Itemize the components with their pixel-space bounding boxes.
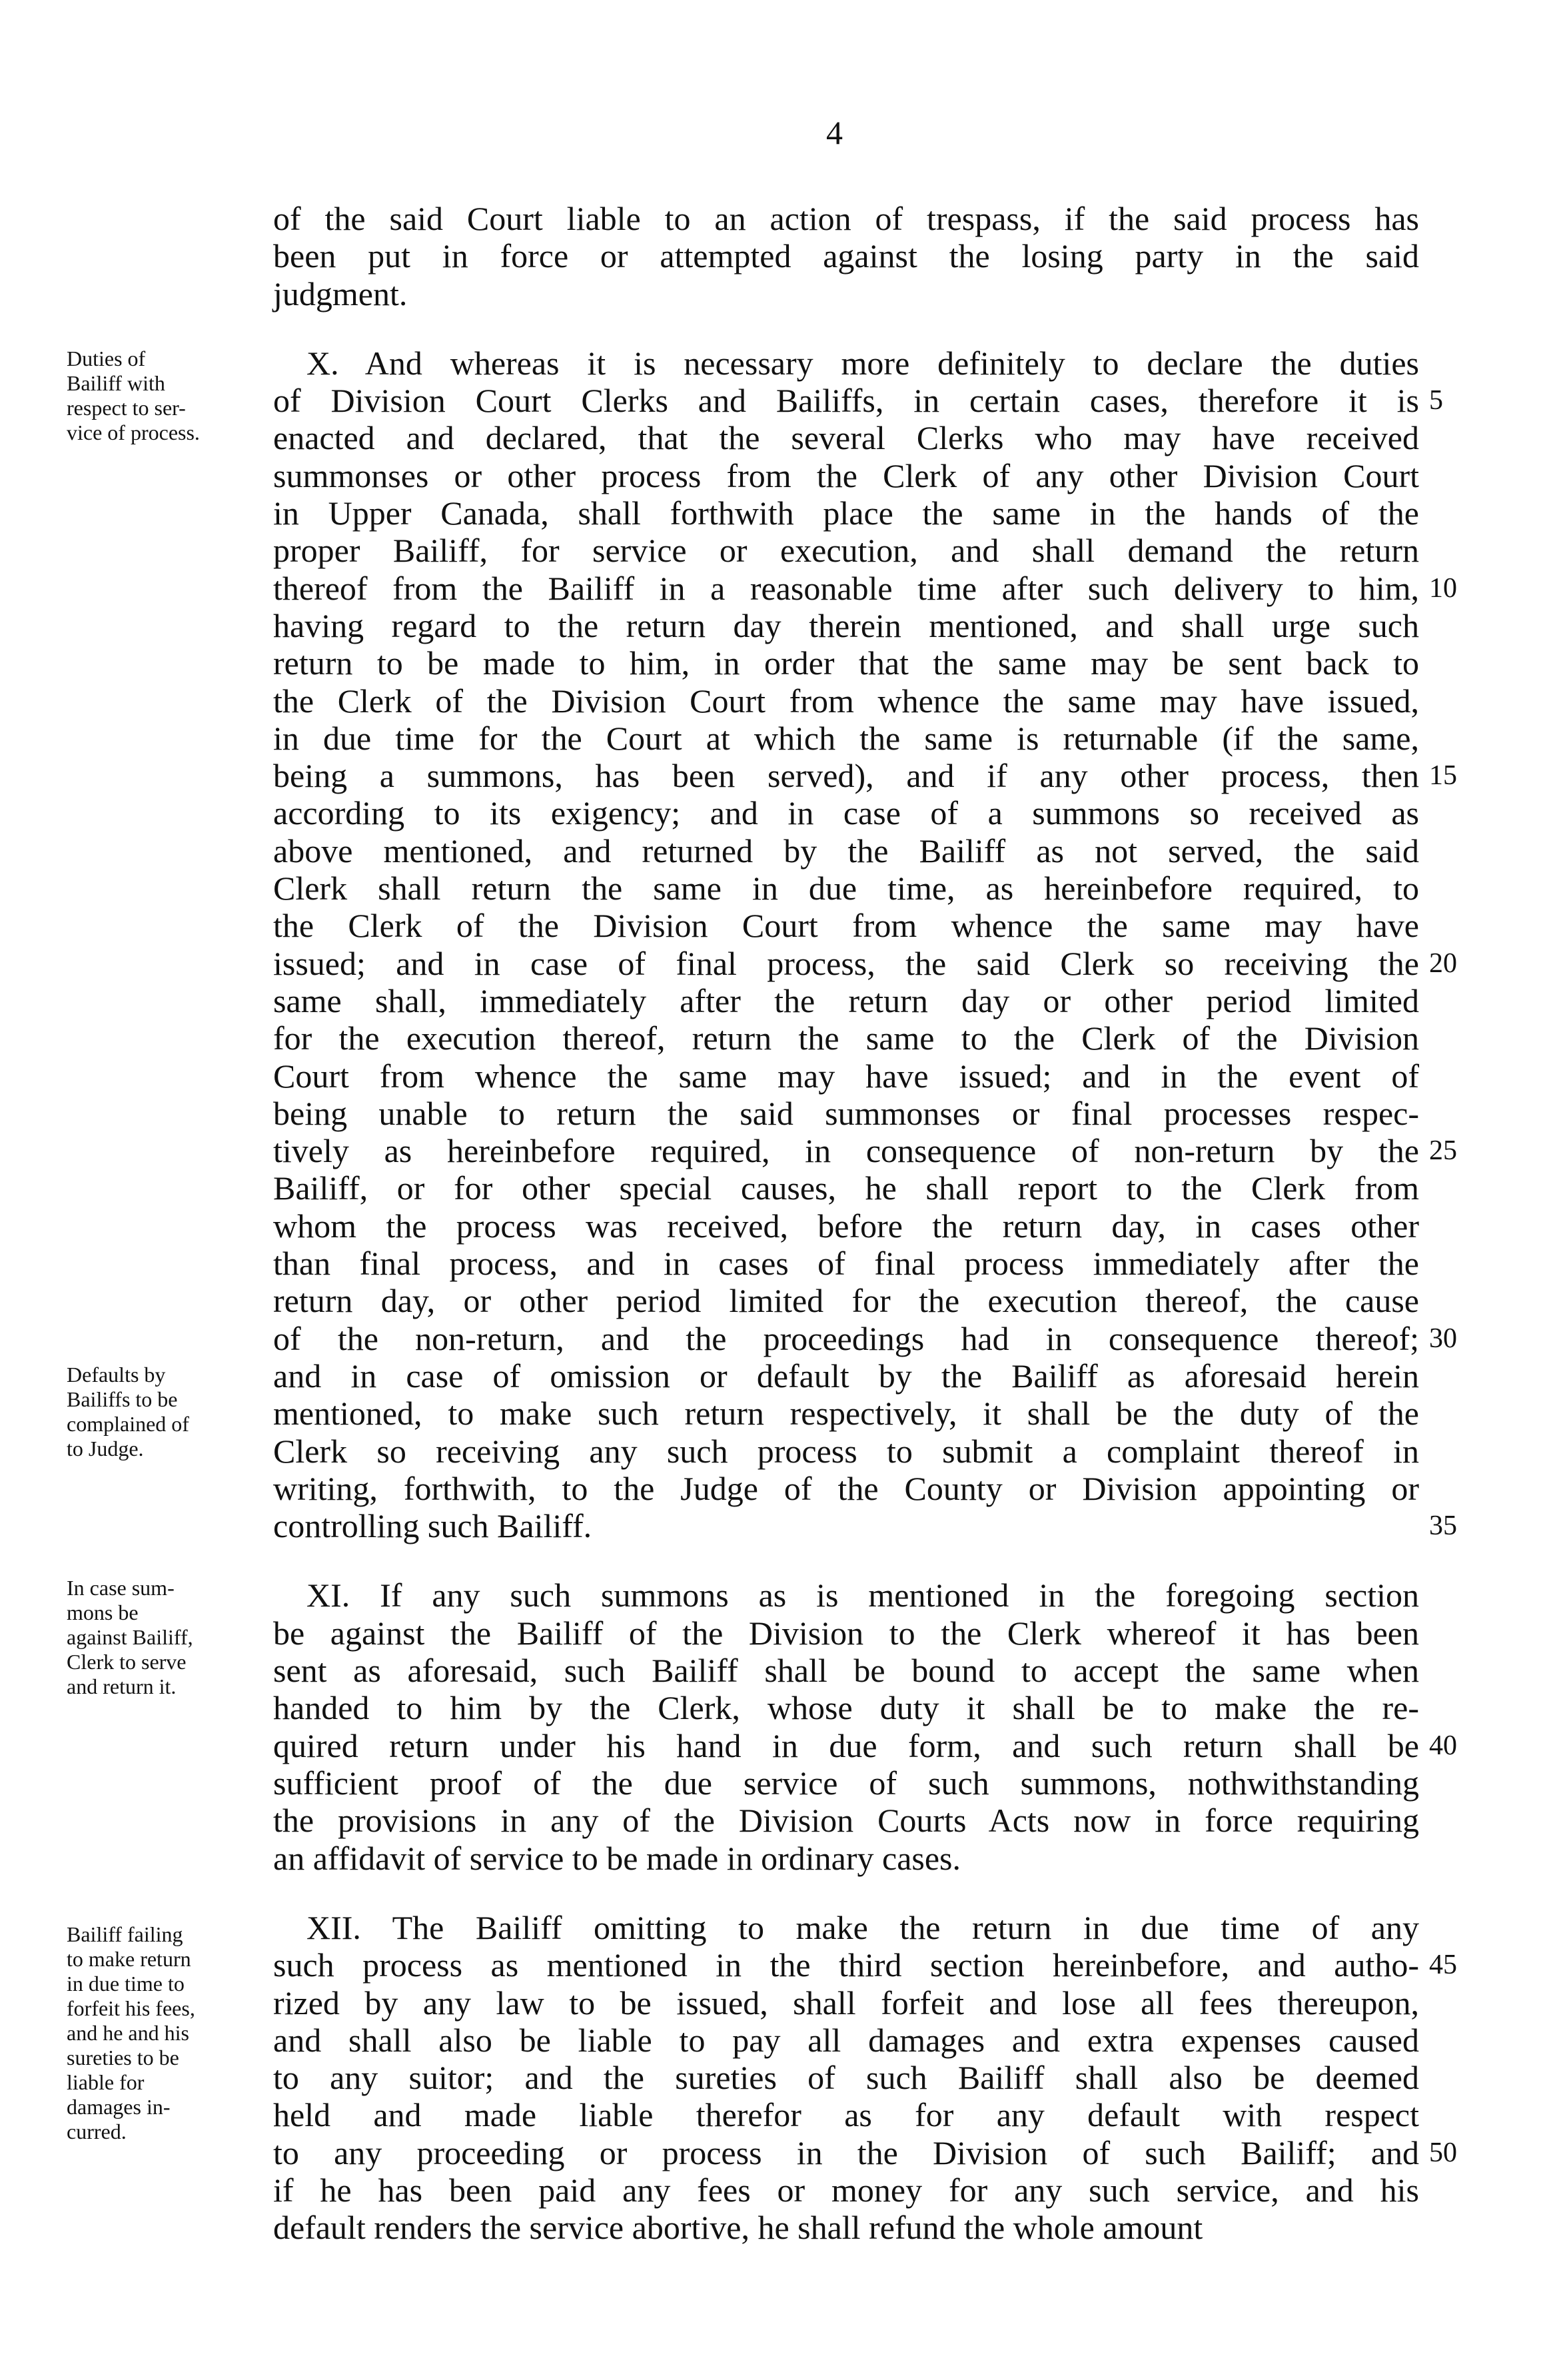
margin-note-line: to make return — [67, 1947, 191, 1971]
text-line: Clerk so receiving any such process to submit a complaint thereof in — [273, 1433, 1419, 1470]
text-line: sufficient proof of the due service of such summons, nothwithstanding — [273, 1764, 1419, 1802]
text-line: and shall also be liable to pay all damages and extra expenses caused — [273, 2022, 1419, 2059]
text-line: controlling such Bailiff. — [273, 1507, 592, 1544]
text-line: Clerk shall return the same in due time, as hereinbefore required, to — [273, 870, 1419, 907]
text-line: above mentioned, and returned by the Bailiff as not served, the said — [273, 832, 1419, 870]
text-line: whom the process was received, before the return day, in cases other — [273, 1207, 1419, 1245]
text-line: if he has been paid any fees or money for any such service, and his — [273, 2171, 1419, 2209]
text-line: mentioned, to make such return respectively, it shall be the duty of the — [273, 1395, 1419, 1432]
text-line: default renders the service abortive, he shall refund the whole amount — [273, 2209, 1203, 2246]
text-line: of the said Court liable to an action of trespass, if the said process has — [273, 200, 1419, 237]
text-line: according to its exigency; and in case of a summons so received as — [273, 794, 1419, 832]
margin-note-line: in due time to — [67, 1972, 185, 1996]
margin-note-line: vice of process. — [67, 420, 200, 444]
margin-note-line: and return it. — [67, 1674, 177, 1698]
text-line: return day, or other period limited for the execution thereof, the cause — [273, 1282, 1419, 1319]
line-number: 50 — [1429, 2137, 1457, 2168]
margin-note-duties — [67, 346, 266, 445]
text-line: summonses or other process from the Clerk of any other Division Court — [273, 457, 1419, 494]
line-number: 10 — [1429, 573, 1457, 604]
margin-note-line: to Judge. — [67, 1437, 144, 1461]
margin-note-line: Bailiff failing — [67, 1922, 183, 1946]
text-line: issued; and in case of final process, the said Clerk so receiving the — [273, 945, 1419, 982]
text-line: than final process, and in cases of final process immediately after the — [273, 1245, 1419, 1282]
text-line: the provisions in any of the Division Courts Acts now in force requiring — [273, 1802, 1419, 1839]
margin-note-line: respect to ser- — [67, 396, 186, 420]
text-line: Court from whence the same may have issued; and in the event of — [273, 1057, 1419, 1095]
text-line: proper Bailiff, for service or execution, and shall demand the return — [273, 532, 1419, 569]
line-number: 35 — [1429, 1510, 1457, 1541]
text-line: tively as hereinbefore required, in consequence of non-return by the — [273, 1132, 1419, 1169]
text-line: being a summons, has been served), and if any other process, then — [273, 757, 1419, 794]
margin-note-line: Duties of — [67, 346, 146, 370]
text-line: rized by any law to be issued, shall forfeit and lose all fees thereupon, — [273, 1984, 1419, 2022]
text-line: and in case of omission or default by the Bailiff as aforesaid herein — [273, 1357, 1419, 1395]
text-line: judgment. — [273, 275, 408, 312]
margin-note-line: liable for — [67, 2070, 145, 2094]
margin-note-line: damages in- — [67, 2095, 171, 2119]
text-line: to any suitor; and the sureties of such Bailiff shall also be deemed — [273, 2059, 1419, 2096]
line-number: 25 — [1429, 1135, 1457, 1166]
text-line: XI. If any such summons as is mentioned in the foregoing section — [306, 1576, 1419, 1614]
text-line: of the non-return, and the proceedings had in consequence thereof; — [273, 1320, 1419, 1357]
text-line: been put in force or attempted against the losing party in the said — [273, 237, 1419, 275]
margin-note-line: Bailiffs to be — [67, 1387, 178, 1411]
text-line: be against the Bailiff of the Division to the Clerk whereof it has been — [273, 1614, 1419, 1652]
margin-note-line: complained of — [67, 1412, 189, 1436]
text-line: in Upper Canada, shall forthwith place the same in the hands of the — [273, 494, 1419, 532]
line-number: 45 — [1429, 1950, 1457, 1980]
margin-note-line: Defaults by — [67, 1363, 166, 1387]
text-line: for the execution thereof, return the same to the Clerk of the Division — [273, 1019, 1419, 1057]
text-line: enacted and declared, that the several Clerks who may have received — [273, 419, 1419, 456]
line-number: 5 — [1429, 385, 1443, 416]
text-line: XII. The Bailiff omitting to make the return in due time of any — [306, 1909, 1419, 1946]
text-line: to any proceeding or process in the Division of such Bailiff; and — [273, 2134, 1419, 2171]
margin-note-line: sureties to be — [67, 2046, 179, 2070]
text-line: sent as aforesaid, such Bailiff shall be bound to accept the same when — [273, 1652, 1419, 1689]
line-number: 15 — [1429, 760, 1457, 791]
margin-note-line: curred. — [67, 2119, 127, 2143]
margin-note-line: against Bailiff, — [67, 1625, 193, 1649]
text-line: Bailiff, or for other special causes, he shall report to the Clerk from — [273, 1169, 1419, 1207]
text-line: held and made liable therefor as for any default with respect — [273, 2096, 1419, 2133]
margin-note-defaults — [67, 1363, 266, 1461]
line-number: 30 — [1429, 1323, 1457, 1354]
margin-note-line: Bailiff with — [67, 371, 165, 395]
text-line: writing, forthwith, to the Judge of the County or Division appointing or — [273, 1470, 1419, 1507]
text-line: handed to him by the Clerk, whose duty it shall be to make the re- — [273, 1689, 1419, 1726]
margin-note-summons — [67, 1576, 266, 1699]
text-line: being unable to return the said summonses or final processes respec- — [273, 1095, 1419, 1132]
margin-note-line: mons be — [67, 1600, 139, 1624]
line-number: 40 — [1429, 1730, 1457, 1761]
page-number: 4 — [826, 114, 843, 151]
text-line: quired return under his hand in due form, and such return shall be — [273, 1727, 1419, 1764]
margin-note-line: and he and his — [67, 2021, 189, 2045]
text-line: same shall, immediately after the return day or other period limited — [273, 982, 1419, 1019]
line-number: 20 — [1429, 948, 1457, 979]
margin-note-line: In case sum- — [67, 1576, 175, 1600]
text-line: an affidavit of service to be made in ordinary cases. — [273, 1840, 961, 1877]
text-line: return to be made to him, in order that the same may be sent back to — [273, 644, 1419, 682]
margin-note-line: forfeit his fees, — [67, 1996, 195, 2020]
text-line: in due time for the Court at which the same is returnable (if the same, — [273, 720, 1419, 757]
text-line: thereof from the Bailiff in a reasonable time after such delivery to him, — [273, 570, 1419, 607]
text-line: having regard to the return day therein mentioned, and shall urge such — [273, 607, 1419, 644]
text-line: of Division Court Clerks and Bailiffs, in certain cases, therefore it is — [273, 382, 1419, 419]
margin-note-failing — [67, 1922, 266, 2144]
text-line: X. And whereas it is necessary more definitely to declare the duties — [306, 344, 1419, 382]
text-line: such process as mentioned in the third section hereinbefore, and autho- — [273, 1946, 1419, 1984]
text-line: the Clerk of the Division Court from whence the same may have — [273, 907, 1419, 944]
margin-note-line: Clerk to serve — [67, 1650, 187, 1674]
text-line: the Clerk of the Division Court from whence the same may have issued, — [273, 682, 1419, 720]
